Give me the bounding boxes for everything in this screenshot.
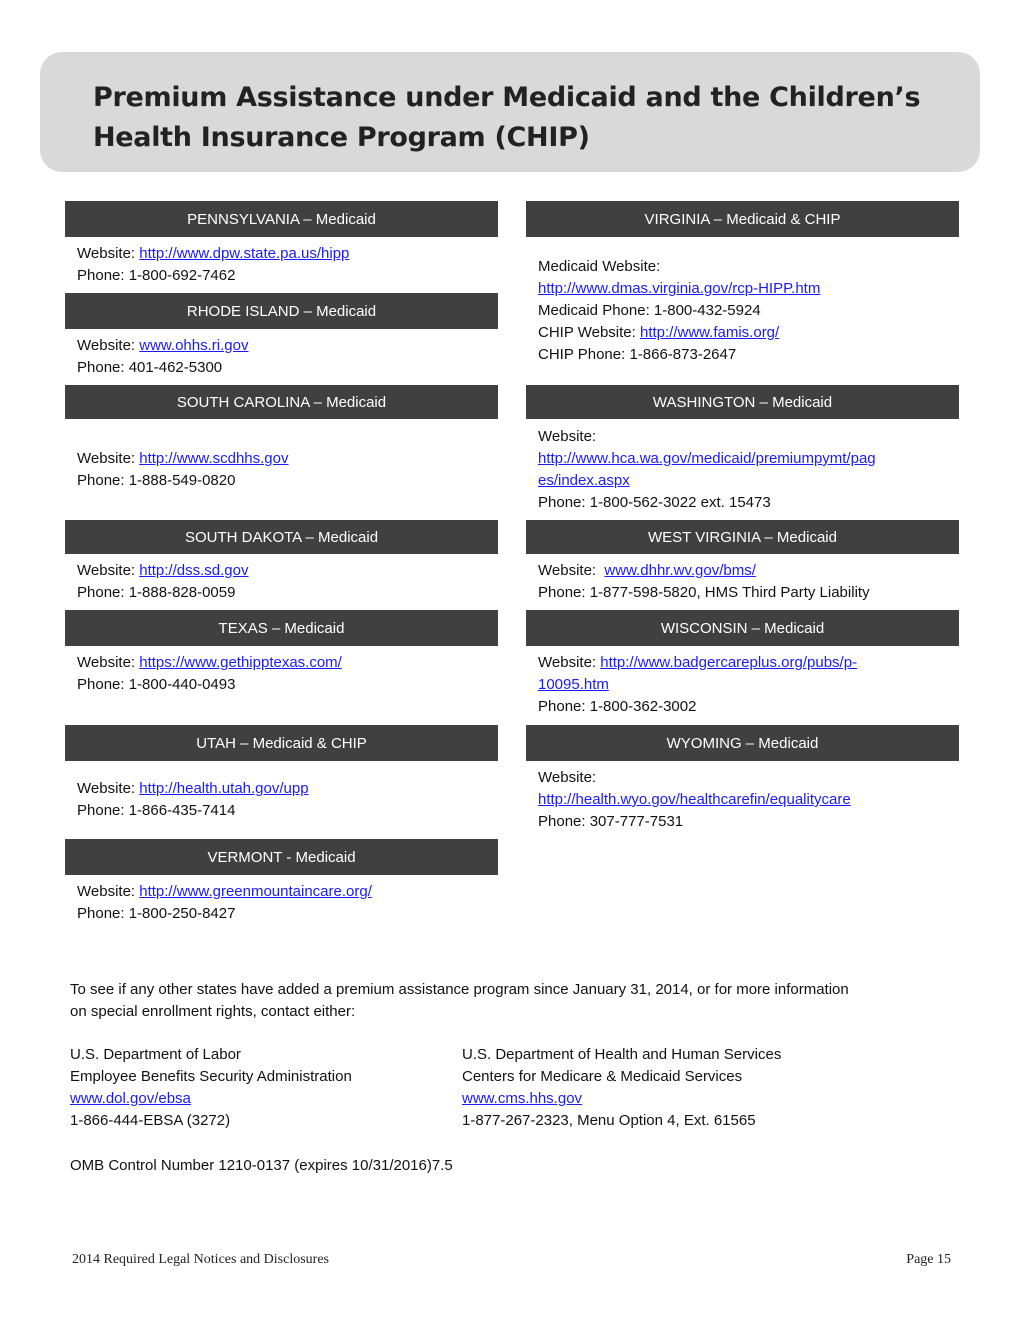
dol-website-link[interactable]: www.dol.gov/ebsa xyxy=(70,1090,191,1107)
washington-website-link[interactable] xyxy=(538,450,876,489)
washington-info xyxy=(538,426,876,514)
dol-phone: 1-866-444-EBSA (3272) xyxy=(70,1112,231,1129)
intro-paragraph xyxy=(70,979,970,1023)
pennsylvania-website-link[interactable]: http://www.dpw.state.pa.us/hipp xyxy=(139,245,350,262)
page-number: Page 15 xyxy=(906,1252,951,1267)
title-banner xyxy=(40,52,980,172)
washington-phone: Phone: 1-800-562-3022 ext. 15473 xyxy=(538,494,771,511)
website-label: Website: xyxy=(77,450,140,467)
washington-website-line1: http://www.hca.wa.gov/medicaid/premiumpymt/pag xyxy=(538,450,876,467)
website-label: Website: xyxy=(77,883,140,900)
virginia-chip-website-label: CHIP Website: xyxy=(538,324,640,341)
wisconsin-info xyxy=(538,652,857,718)
virginia-chip-phone: CHIP Phone: 1-866-873-2647 xyxy=(538,346,737,363)
website-label: Website: xyxy=(538,428,597,445)
south-carolina-website-link[interactable]: http://www.scdhhs.gov xyxy=(139,450,289,467)
page-title-line1: Premium Assistance under Medicaid and the Children’s xyxy=(93,82,921,113)
utah-header: UTAH – Medicaid & CHIP xyxy=(65,725,498,761)
south-carolina-info xyxy=(77,448,289,492)
hhs-agency: Centers for Medicare & Medicaid Services xyxy=(462,1068,743,1085)
west-virginia-info xyxy=(538,560,870,604)
wisconsin-phone: Phone: 1-800-362-3002 xyxy=(538,698,697,715)
wisconsin-website-line2: 10095.htm xyxy=(538,676,609,693)
texas-website-link[interactable]: https://www.gethipptexas.com/ xyxy=(139,654,342,671)
virginia-info xyxy=(538,256,820,366)
texas-phone: Phone: 1-800-440-0493 xyxy=(77,676,236,693)
intro-line1: To see if any other states have added a premium assistance program since January 31, 2014, or for more information xyxy=(70,981,849,998)
wisconsin-header: WISCONSIN – Medicaid xyxy=(526,610,959,646)
website-label: Website: xyxy=(538,654,601,671)
dol-agency: Employee Benefits Security Administration xyxy=(70,1068,352,1085)
vermont-header: VERMONT - Medicaid xyxy=(65,839,498,875)
south-dakota-website-link[interactable]: http://dss.sd.gov xyxy=(139,562,249,579)
vermont-info xyxy=(77,881,372,925)
website-label: Website: xyxy=(77,780,140,797)
washington-header: WASHINGTON – Medicaid xyxy=(526,385,959,419)
virginia-medicaid-website-label: Medicaid Website: xyxy=(538,258,661,275)
dol-contact xyxy=(70,1044,352,1132)
website-label: Website: xyxy=(77,654,140,671)
south-dakota-phone: Phone: 1-888-828-0059 xyxy=(77,584,236,601)
wisconsin-website-line1: http://www.badgercareplus.org/pubs/p- xyxy=(600,654,858,671)
washington-website-line2: es/index.aspx xyxy=(538,472,630,489)
pennsylvania-info xyxy=(77,243,349,287)
pennsylvania-header: PENNSYLVANIA – Medicaid xyxy=(65,201,498,237)
website-label: Website: xyxy=(77,337,140,354)
rhode-island-website-link[interactable]: www.ohhs.ri.gov xyxy=(139,337,249,354)
south-carolina-phone: Phone: 1-888-549-0820 xyxy=(77,472,236,489)
virginia-header: VIRGINIA – Medicaid & CHIP xyxy=(526,201,959,237)
west-virginia-website-link[interactable]: www.dhhr.wv.gov/bms/ xyxy=(604,562,756,579)
pennsylvania-phone: Phone: 1-800-692-7462 xyxy=(77,267,236,284)
website-label: Website: xyxy=(538,769,597,786)
utah-website-link[interactable]: http://health.utah.gov/upp xyxy=(139,780,309,797)
omb-control-number: OMB Control Number 1210-0137 (expires 10/31/2016)7.5 xyxy=(70,1157,453,1174)
hhs-website-link[interactable]: www.cms.hhs.gov xyxy=(462,1090,583,1107)
wyoming-phone: Phone: 307-777-7531 xyxy=(538,813,684,830)
rhode-island-header: RHODE ISLAND – Medicaid xyxy=(65,293,498,329)
south-carolina-header: SOUTH CAROLINA – Medicaid xyxy=(65,385,498,419)
hhs-name: U.S. Department of Health and Human Services xyxy=(462,1046,782,1063)
hhs-contact xyxy=(462,1044,781,1132)
south-dakota-header: SOUTH DAKOTA – Medicaid xyxy=(65,520,498,554)
wyoming-header: WYOMING – Medicaid xyxy=(526,725,959,761)
website-label: Website: xyxy=(77,245,140,262)
texas-header: TEXAS – Medicaid xyxy=(65,610,498,646)
dol-name: U.S. Department of Labor xyxy=(70,1046,241,1063)
virginia-medicaid-website-link[interactable]: http://www.dmas.virginia.gov/rcp-HIPP.htm xyxy=(538,280,821,297)
texas-info xyxy=(77,652,342,696)
page-title xyxy=(93,78,980,158)
wyoming-website-link[interactable]: http://health.wyo.gov/healthcarefin/equalitycare xyxy=(538,791,851,808)
rhode-island-info xyxy=(77,335,248,379)
website-label: Website: xyxy=(538,562,605,579)
intro-line2: on special enrollment rights, contact either: xyxy=(70,1003,356,1020)
page-title-line2: Health Insurance Program (CHIP) xyxy=(93,122,590,153)
west-virginia-phone: Phone: 1-877-598-5820, HMS Third Party Liability xyxy=(538,584,870,601)
south-dakota-info xyxy=(77,560,248,604)
utah-phone: Phone: 1-866-435-7414 xyxy=(77,802,236,819)
vermont-phone: Phone: 1-800-250-8427 xyxy=(77,905,236,922)
website-label: Website: xyxy=(77,562,140,579)
hhs-phone: 1-877-267-2323, Menu Option 4, Ext. 61565 xyxy=(462,1112,756,1129)
document-footer-title: 2014 Required Legal Notices and Disclosures xyxy=(72,1252,329,1267)
virginia-medicaid-phone: Medicaid Phone: 1-800-432-5924 xyxy=(538,302,761,319)
wyoming-info xyxy=(538,767,851,833)
utah-info xyxy=(77,778,309,822)
virginia-chip-website-link[interactable]: http://www.famis.org/ xyxy=(639,324,780,341)
rhode-island-phone: Phone: 401-462-5300 xyxy=(77,359,223,376)
vermont-website-link[interactable]: http://www.greenmountaincare.org/ xyxy=(139,883,372,900)
west-virginia-header: WEST VIRGINIA – Medicaid xyxy=(526,520,959,554)
